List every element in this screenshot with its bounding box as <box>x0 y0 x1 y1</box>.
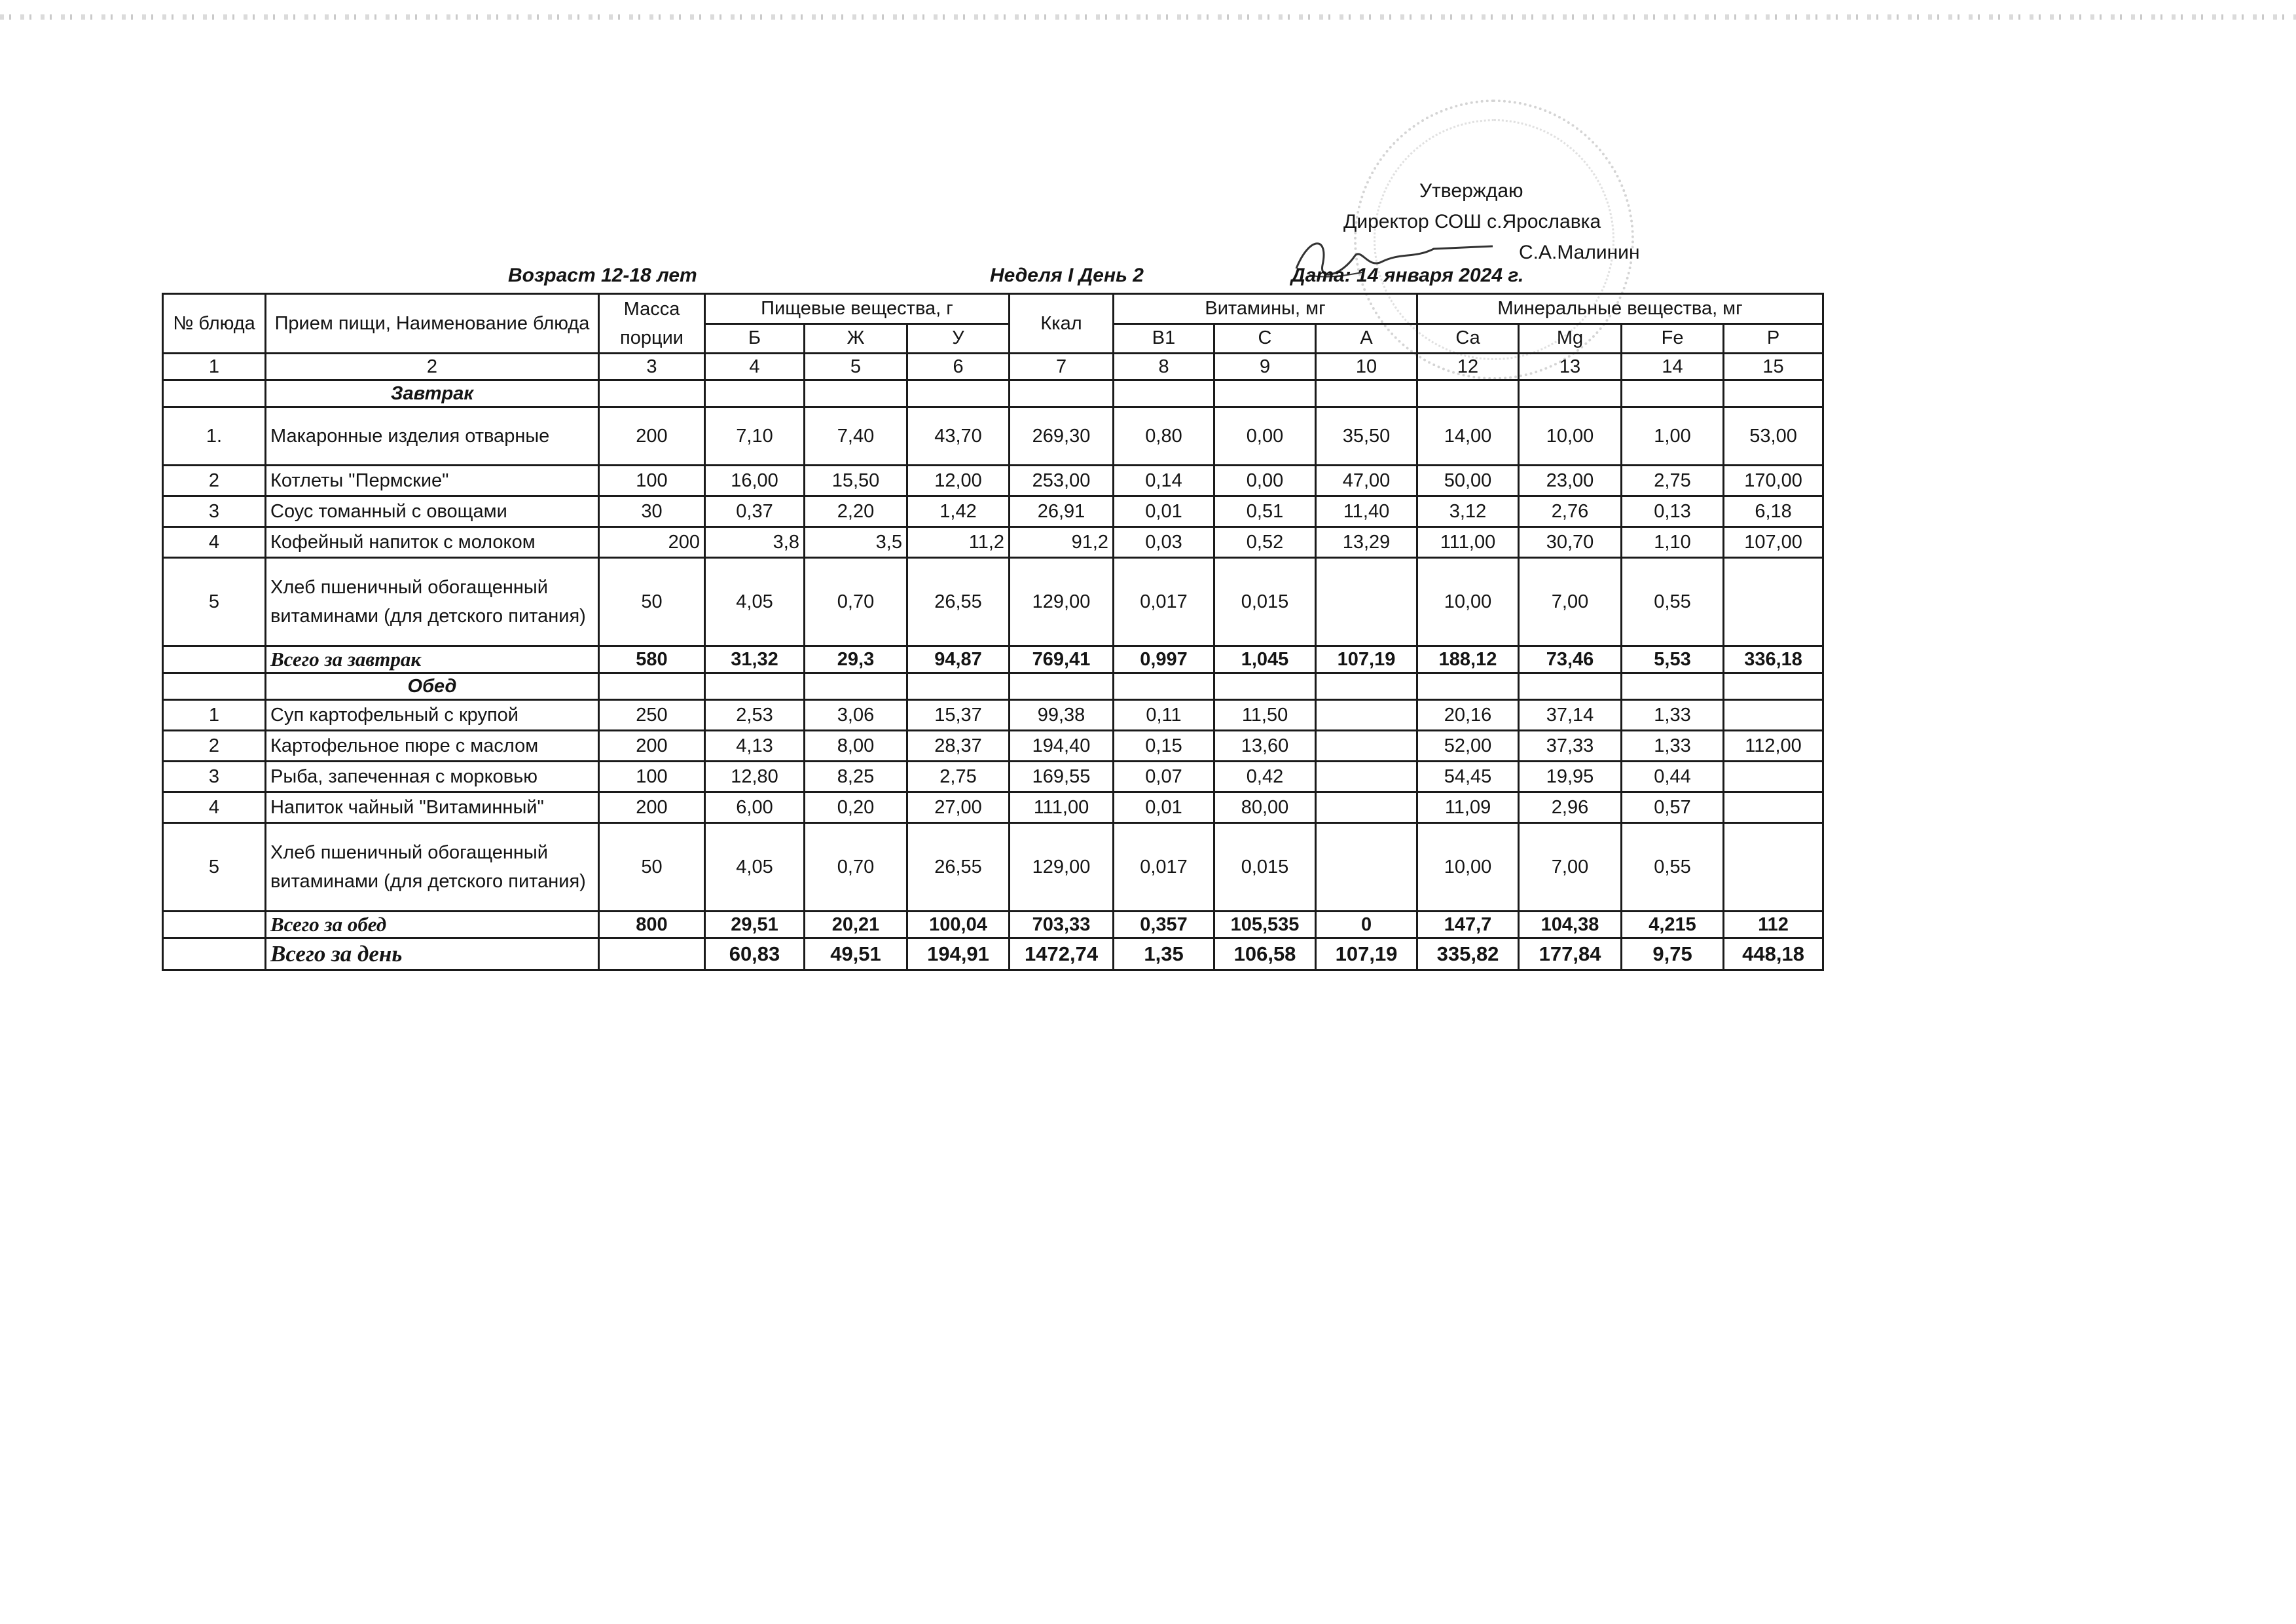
dish-value: 0,20 <box>805 792 907 823</box>
dish-value: 0,00 <box>1214 466 1316 496</box>
dish-value <box>1316 762 1417 792</box>
column-index: 10 <box>1316 354 1417 380</box>
empty-cell <box>1214 673 1316 700</box>
day-total-value: 1472,74 <box>1010 938 1114 970</box>
total-value: 147,7 <box>1417 912 1519 938</box>
column-index: 7 <box>1010 354 1114 380</box>
dish-value: 3,06 <box>805 700 907 731</box>
dish-value: 12,80 <box>705 762 805 792</box>
menu-table <box>162 293 1824 971</box>
dish-value: 200 <box>599 731 705 762</box>
total-value: 105,535 <box>1214 912 1316 938</box>
caption-date: Дата: 14 января 2024 г. <box>1291 265 1524 286</box>
column-index: 14 <box>1622 354 1724 380</box>
dish-value: 2,75 <box>1622 466 1724 496</box>
subheader-vitamin-c: С <box>1214 323 1316 354</box>
dish-value: 111,00 <box>1010 792 1114 823</box>
dish-name: Напиток чайный "Витаминный" <box>266 792 599 823</box>
total-value: 336,18 <box>1724 646 1823 673</box>
dish-row <box>163 558 1823 646</box>
dish-value: 100 <box>599 466 705 496</box>
dish-name: Хлеб пшеничный обогащенный витаминами (для детского питания) <box>266 558 599 646</box>
dish-value: 19,95 <box>1519 762 1622 792</box>
dish-value: 4,05 <box>705 823 805 912</box>
dish-name: Котлеты "Пермские" <box>266 466 599 496</box>
dish-value: 0,70 <box>805 558 907 646</box>
dish-value: 26,55 <box>907 558 1010 646</box>
column-index: 2 <box>266 354 599 380</box>
dish-value: 7,40 <box>805 407 907 466</box>
dish-value: 169,55 <box>1010 762 1114 792</box>
dish-value: 0,017 <box>1114 823 1214 912</box>
dish-name: Рыба, запеченная с морковью <box>266 762 599 792</box>
empty-cell <box>1214 380 1316 407</box>
total-value: 107,19 <box>1316 646 1417 673</box>
day-total-value: 49,51 <box>805 938 907 970</box>
section-row-lunch <box>163 673 1823 700</box>
total-value: 20,21 <box>805 912 907 938</box>
dish-number: 5 <box>163 558 266 646</box>
dish-value: 27,00 <box>907 792 1010 823</box>
dish-row <box>163 496 1823 527</box>
dish-value: 15,50 <box>805 466 907 496</box>
dish-value: 100 <box>599 762 705 792</box>
dish-row <box>163 731 1823 762</box>
dish-row <box>163 823 1823 912</box>
header-row <box>163 294 1823 324</box>
empty-cell <box>1114 380 1214 407</box>
dish-value: 50,00 <box>1417 466 1519 496</box>
header-vitamins: Витамины, мг <box>1114 294 1417 324</box>
dish-number: 3 <box>163 762 266 792</box>
dish-value: 50 <box>599 823 705 912</box>
empty-cell <box>907 673 1010 700</box>
empty-cell <box>599 380 705 407</box>
dish-value <box>1724 762 1823 792</box>
dish-value: 1,10 <box>1622 527 1724 558</box>
dish-value: 129,00 <box>1010 823 1114 912</box>
dish-value: 10,00 <box>1519 407 1622 466</box>
total-value: 5,53 <box>1622 646 1724 673</box>
dish-row <box>163 792 1823 823</box>
column-index: 12 <box>1417 354 1519 380</box>
dish-value: 10,00 <box>1417 823 1519 912</box>
total-value: 769,41 <box>1010 646 1114 673</box>
header-nutrients: Пищевые вещества, г <box>705 294 1010 324</box>
approval-title: Утверждаю <box>1419 180 1523 202</box>
dish-value: 0,37 <box>705 496 805 527</box>
day-total-row <box>163 938 1823 970</box>
dish-value: 0,01 <box>1114 496 1214 527</box>
empty-cell <box>1010 380 1114 407</box>
header-portion-mass: Масса порции <box>599 294 705 354</box>
dish-value: 0,015 <box>1214 823 1316 912</box>
dish-value: 0,57 <box>1622 792 1724 823</box>
dish-value: 3,12 <box>1417 496 1519 527</box>
dish-value: 10,00 <box>1417 558 1519 646</box>
dish-row <box>163 466 1823 496</box>
subheader-iron: Fe <box>1622 323 1724 354</box>
dish-name: Картофельное пюре с маслом <box>266 731 599 762</box>
dish-number: 4 <box>163 792 266 823</box>
dish-value: 129,00 <box>1010 558 1114 646</box>
day-total-value <box>599 938 705 970</box>
dish-value: 26,91 <box>1010 496 1114 527</box>
total-label: Всего за обед <box>266 912 599 938</box>
dish-value: 1,33 <box>1622 731 1724 762</box>
dish-value: 37,33 <box>1519 731 1622 762</box>
scan-artifact <box>0 14 2296 20</box>
dish-value: 28,37 <box>907 731 1010 762</box>
dish-value: 47,00 <box>1316 466 1417 496</box>
dish-value: 0,017 <box>1114 558 1214 646</box>
subheader-carbs: У <box>907 323 1010 354</box>
empty-cell <box>1622 380 1724 407</box>
dish-value: 200 <box>599 407 705 466</box>
day-total-value: 107,19 <box>1316 938 1417 970</box>
dish-value <box>1724 823 1823 912</box>
dish-name: Суп картофельный с крупой <box>266 700 599 731</box>
empty-cell <box>705 380 805 407</box>
dish-value: 54,45 <box>1417 762 1519 792</box>
total-value: 29,51 <box>705 912 805 938</box>
dish-value: 0,80 <box>1114 407 1214 466</box>
dish-value: 0,015 <box>1214 558 1316 646</box>
total-value: 0,997 <box>1114 646 1214 673</box>
dish-value: 0,70 <box>805 823 907 912</box>
dish-value: 107,00 <box>1724 527 1823 558</box>
empty-cell <box>805 673 907 700</box>
dish-value: 26,55 <box>907 823 1010 912</box>
dish-value: 11,40 <box>1316 496 1417 527</box>
dish-value: 91,2 <box>1010 527 1114 558</box>
dish-value <box>1316 700 1417 731</box>
total-spacer <box>163 938 266 970</box>
empty-cell <box>1316 673 1417 700</box>
dish-value: 0,03 <box>1114 527 1214 558</box>
column-index: 9 <box>1214 354 1316 380</box>
total-value: 100,04 <box>907 912 1010 938</box>
dish-value: 12,00 <box>907 466 1010 496</box>
section-spacer <box>163 673 266 700</box>
total-value: 112 <box>1724 912 1823 938</box>
day-total-value: 60,83 <box>705 938 805 970</box>
dish-row <box>163 527 1823 558</box>
empty-cell <box>1519 673 1622 700</box>
empty-cell <box>1316 380 1417 407</box>
dish-number: 2 <box>163 731 266 762</box>
dish-value <box>1316 731 1417 762</box>
header-dish-number: № блюда <box>163 294 266 354</box>
column-index: 3 <box>599 354 705 380</box>
column-index: 4 <box>705 354 805 380</box>
column-index-row <box>163 354 1823 380</box>
dish-value: 0,42 <box>1214 762 1316 792</box>
total-value: 104,38 <box>1519 912 1622 938</box>
total-spacer <box>163 912 266 938</box>
empty-cell <box>1622 673 1724 700</box>
dish-value: 0,14 <box>1114 466 1214 496</box>
total-label: Всего за завтрак <box>266 646 599 673</box>
dish-value: 4,13 <box>705 731 805 762</box>
dish-number: 2 <box>163 466 266 496</box>
dish-value: 8,25 <box>805 762 907 792</box>
column-index: 1 <box>163 354 266 380</box>
day-total-value: 9,75 <box>1622 938 1724 970</box>
day-total-value: 448,18 <box>1724 938 1823 970</box>
dish-row <box>163 407 1823 466</box>
empty-cell <box>1010 673 1114 700</box>
dish-value: 50 <box>599 558 705 646</box>
dish-row <box>163 700 1823 731</box>
dish-value: 43,70 <box>907 407 1010 466</box>
total-value: 73,46 <box>1519 646 1622 673</box>
dish-name: Кофейный напиток с молоком <box>266 527 599 558</box>
dish-value: 23,00 <box>1519 466 1622 496</box>
dish-value: 30 <box>599 496 705 527</box>
dish-value: 6,18 <box>1724 496 1823 527</box>
dish-value: 0,13 <box>1622 496 1724 527</box>
dish-name: Макаронные изделия отварные <box>266 407 599 466</box>
dish-value: 52,00 <box>1417 731 1519 762</box>
total-value: 94,87 <box>907 646 1010 673</box>
dish-value: 2,20 <box>805 496 907 527</box>
dish-value: 3,8 <box>705 527 805 558</box>
empty-cell <box>805 380 907 407</box>
dish-value: 2,96 <box>1519 792 1622 823</box>
section-title: Завтрак <box>266 380 599 407</box>
dish-value <box>1724 700 1823 731</box>
day-total-label: Всего за день <box>266 938 599 970</box>
dish-value <box>1724 792 1823 823</box>
dish-value: 0,00 <box>1214 407 1316 466</box>
dish-value: 15,37 <box>907 700 1010 731</box>
dish-number: 5 <box>163 823 266 912</box>
dish-value: 16,00 <box>705 466 805 496</box>
empty-cell <box>1724 380 1823 407</box>
empty-cell <box>599 673 705 700</box>
dish-number: 4 <box>163 527 266 558</box>
dish-value: 14,00 <box>1417 407 1519 466</box>
total-value: 4,215 <box>1622 912 1724 938</box>
dish-number: 3 <box>163 496 266 527</box>
dish-value: 250 <box>599 700 705 731</box>
dish-value: 7,00 <box>1519 823 1622 912</box>
dish-value: 80,00 <box>1214 792 1316 823</box>
dish-value: 4,05 <box>705 558 805 646</box>
total-value: 800 <box>599 912 705 938</box>
empty-cell <box>1724 673 1823 700</box>
subheader-vitamin-a: А <box>1316 323 1417 354</box>
dish-value: 99,38 <box>1010 700 1114 731</box>
total-value: 188,12 <box>1417 646 1519 673</box>
dish-value: 11,50 <box>1214 700 1316 731</box>
dish-value: 0,55 <box>1622 558 1724 646</box>
approval-signatory: С.А.Малинин <box>1519 242 1640 263</box>
dish-value: 1,33 <box>1622 700 1724 731</box>
subheader-calcium: Са <box>1417 323 1519 354</box>
dish-value: 0,51 <box>1214 496 1316 527</box>
subheader-magnesium: Mg <box>1519 323 1622 354</box>
total-value: 31,32 <box>705 646 805 673</box>
dish-value: 3,5 <box>805 527 907 558</box>
dish-value: 194,40 <box>1010 731 1114 762</box>
dish-value: 0,01 <box>1114 792 1214 823</box>
dish-value: 1,42 <box>907 496 1010 527</box>
day-total-value: 177,84 <box>1519 938 1622 970</box>
empty-cell <box>1114 673 1214 700</box>
dish-value: 1,00 <box>1622 407 1724 466</box>
dish-value: 2,75 <box>907 762 1010 792</box>
dish-value <box>1316 823 1417 912</box>
column-index: 5 <box>805 354 907 380</box>
total-row-lunch <box>163 912 1823 938</box>
dish-value: 13,29 <box>1316 527 1417 558</box>
empty-cell <box>705 673 805 700</box>
day-total-value: 194,91 <box>907 938 1010 970</box>
day-total-value: 335,82 <box>1417 938 1519 970</box>
dish-value: 53,00 <box>1724 407 1823 466</box>
dish-name: Соус томанный с овощами <box>266 496 599 527</box>
dish-value: 0,11 <box>1114 700 1214 731</box>
total-value: 0 <box>1316 912 1417 938</box>
dish-value: 37,14 <box>1519 700 1622 731</box>
total-value: 703,33 <box>1010 912 1114 938</box>
dish-value: 30,70 <box>1519 527 1622 558</box>
day-total-value: 1,35 <box>1114 938 1214 970</box>
dish-value: 11,2 <box>907 527 1010 558</box>
column-index: 15 <box>1724 354 1823 380</box>
dish-value <box>1316 792 1417 823</box>
dish-number: 1 <box>163 700 266 731</box>
dish-value: 269,30 <box>1010 407 1114 466</box>
header-kcal: Ккал <box>1010 294 1114 354</box>
total-value: 29,3 <box>805 646 907 673</box>
dish-value: 20,16 <box>1417 700 1519 731</box>
total-row-breakfast <box>163 646 1823 673</box>
dish-value <box>1724 558 1823 646</box>
dish-value: 0,52 <box>1214 527 1316 558</box>
total-value: 0,357 <box>1114 912 1214 938</box>
dish-number: 1. <box>163 407 266 466</box>
empty-cell <box>907 380 1010 407</box>
dish-value: 111,00 <box>1417 527 1519 558</box>
subheader-vitamin-b1: В1 <box>1114 323 1214 354</box>
dish-value: 6,00 <box>705 792 805 823</box>
empty-cell <box>1417 380 1519 407</box>
dish-value: 2,76 <box>1519 496 1622 527</box>
subheader-fat: Ж <box>805 323 907 354</box>
section-spacer <box>163 380 266 407</box>
dish-value: 0,44 <box>1622 762 1724 792</box>
dish-value: 253,00 <box>1010 466 1114 496</box>
section-title: Обед <box>266 673 599 700</box>
day-total-value: 106,58 <box>1214 938 1316 970</box>
approval-block <box>1283 175 1702 268</box>
dish-value: 112,00 <box>1724 731 1823 762</box>
column-index: 8 <box>1114 354 1214 380</box>
total-value: 1,045 <box>1214 646 1316 673</box>
total-spacer <box>163 646 266 673</box>
column-index: 6 <box>907 354 1010 380</box>
header-minerals: Минеральные вещества, мг <box>1417 294 1823 324</box>
subheader-phosphorus: Р <box>1724 323 1823 354</box>
subheader-protein: Б <box>705 323 805 354</box>
dish-value: 11,09 <box>1417 792 1519 823</box>
caption-week-day: Неделя I День 2 <box>990 265 1144 286</box>
dish-value: 7,10 <box>705 407 805 466</box>
empty-cell <box>1519 380 1622 407</box>
dish-value: 170,00 <box>1724 466 1823 496</box>
caption-age: Возраст 12-18 лет <box>508 265 697 286</box>
header-dish-name: Прием пищи, Наименование блюда <box>266 294 599 354</box>
dish-value: 0,55 <box>1622 823 1724 912</box>
dish-value: 2,53 <box>705 700 805 731</box>
dish-value <box>1316 558 1417 646</box>
section-row-breakfast <box>163 380 1823 407</box>
dish-name: Хлеб пшеничный обогащенный витаминами (для детского питания) <box>266 823 599 912</box>
dish-value: 35,50 <box>1316 407 1417 466</box>
dish-value: 200 <box>599 527 705 558</box>
dish-value: 0,15 <box>1114 731 1214 762</box>
empty-cell <box>1417 673 1519 700</box>
dish-value: 7,00 <box>1519 558 1622 646</box>
column-index: 13 <box>1519 354 1622 380</box>
approval-position: Директор СОШ с.Ярославка <box>1343 211 1601 232</box>
dish-value: 200 <box>599 792 705 823</box>
dish-value: 13,60 <box>1214 731 1316 762</box>
dish-row <box>163 762 1823 792</box>
dish-value: 0,07 <box>1114 762 1214 792</box>
dish-value: 8,00 <box>805 731 907 762</box>
total-value: 580 <box>599 646 705 673</box>
